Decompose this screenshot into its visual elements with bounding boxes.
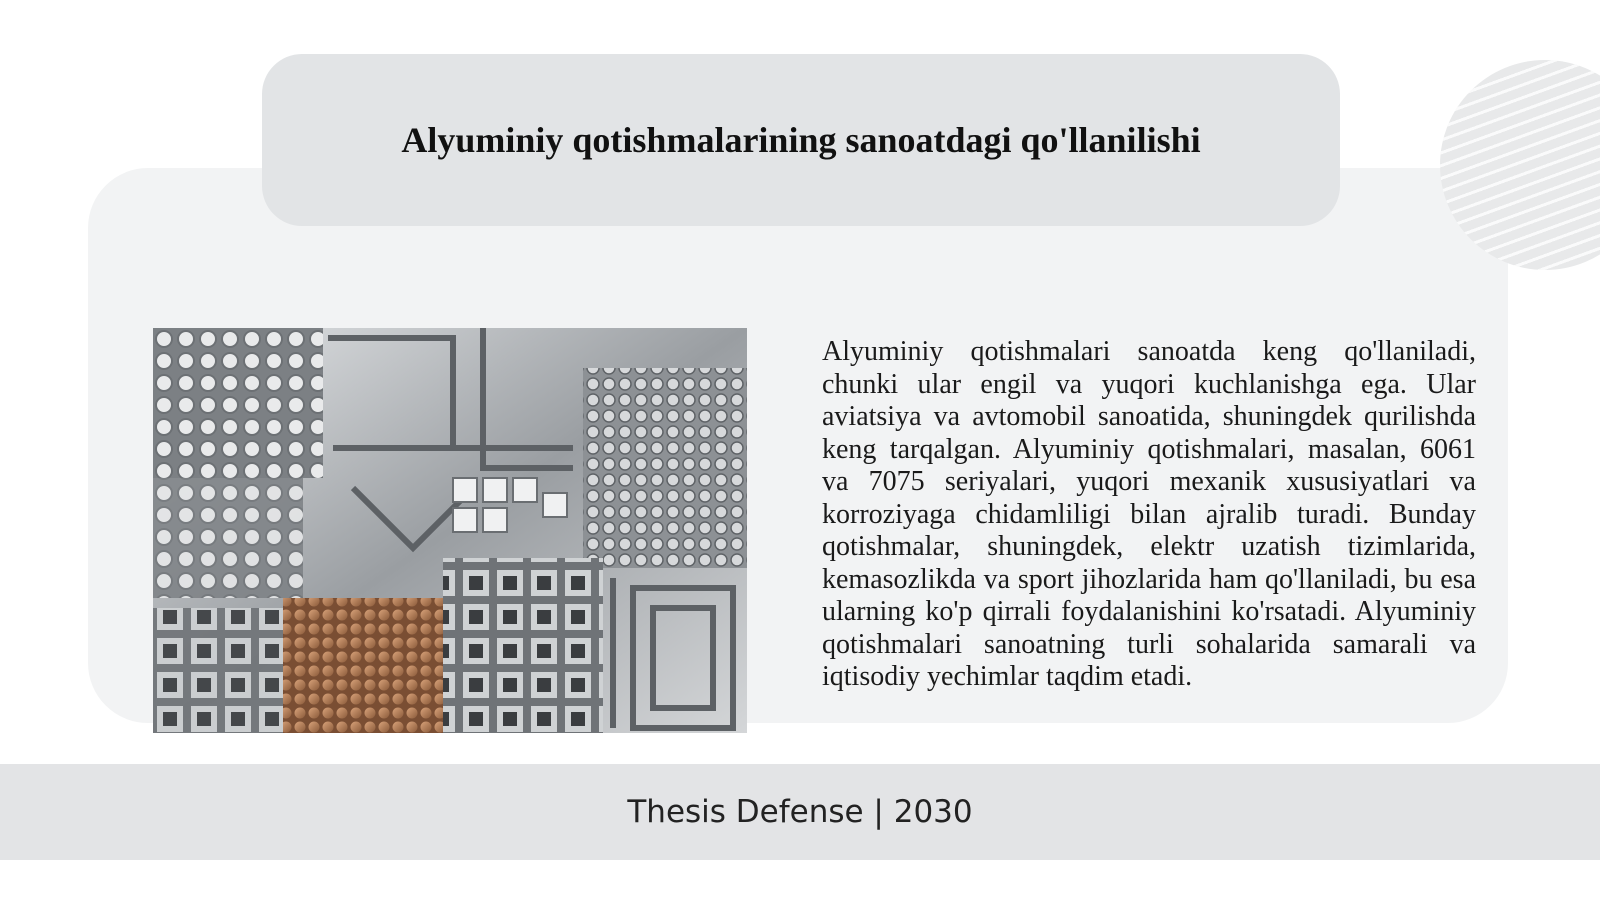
body-paragraph: Alyuminiy qotishmalari sanoatda keng qo'llaniladi, chunki ular engil va yuqori kuchlanishga ega. Ular aviatsiya va avtomobil sanoatida, shuningdek qurilishda keng tarqalgan. Alyuminiy qotishmalari, masalan, 6061 va 7075 seriyalari, yuqori mexanik xususiyatlari va korroziyaga chidamliligi bilan ajralib turadi. Bunday qotishmalar, shuningdek, elektr uzatish tizimlarida, kemasozlikda va sport jihozlarida ham qo'llaniladi, bu esa ularning ko'p qirrali foydalanishini ko'rsatadi. Alyuminiy qotishmalari sanoatning turli sohalarida samarali va iqtisodiy yechimlar taqdim etadi. xyxy=(822,336,1476,692)
slide-title: Alyuminiy qotishmalarining sanoatdagi qo'llanilishi xyxy=(401,120,1201,160)
title-box xyxy=(262,54,1340,226)
aluminium-profiles-photo xyxy=(153,328,747,733)
aluminium-profiles-illustration xyxy=(153,328,747,733)
circle-stripes xyxy=(1440,60,1600,270)
footer-text: Thesis Defense | 2030 xyxy=(627,794,973,830)
decorative-striped-circle xyxy=(1440,60,1600,270)
footer-band xyxy=(0,764,1600,860)
